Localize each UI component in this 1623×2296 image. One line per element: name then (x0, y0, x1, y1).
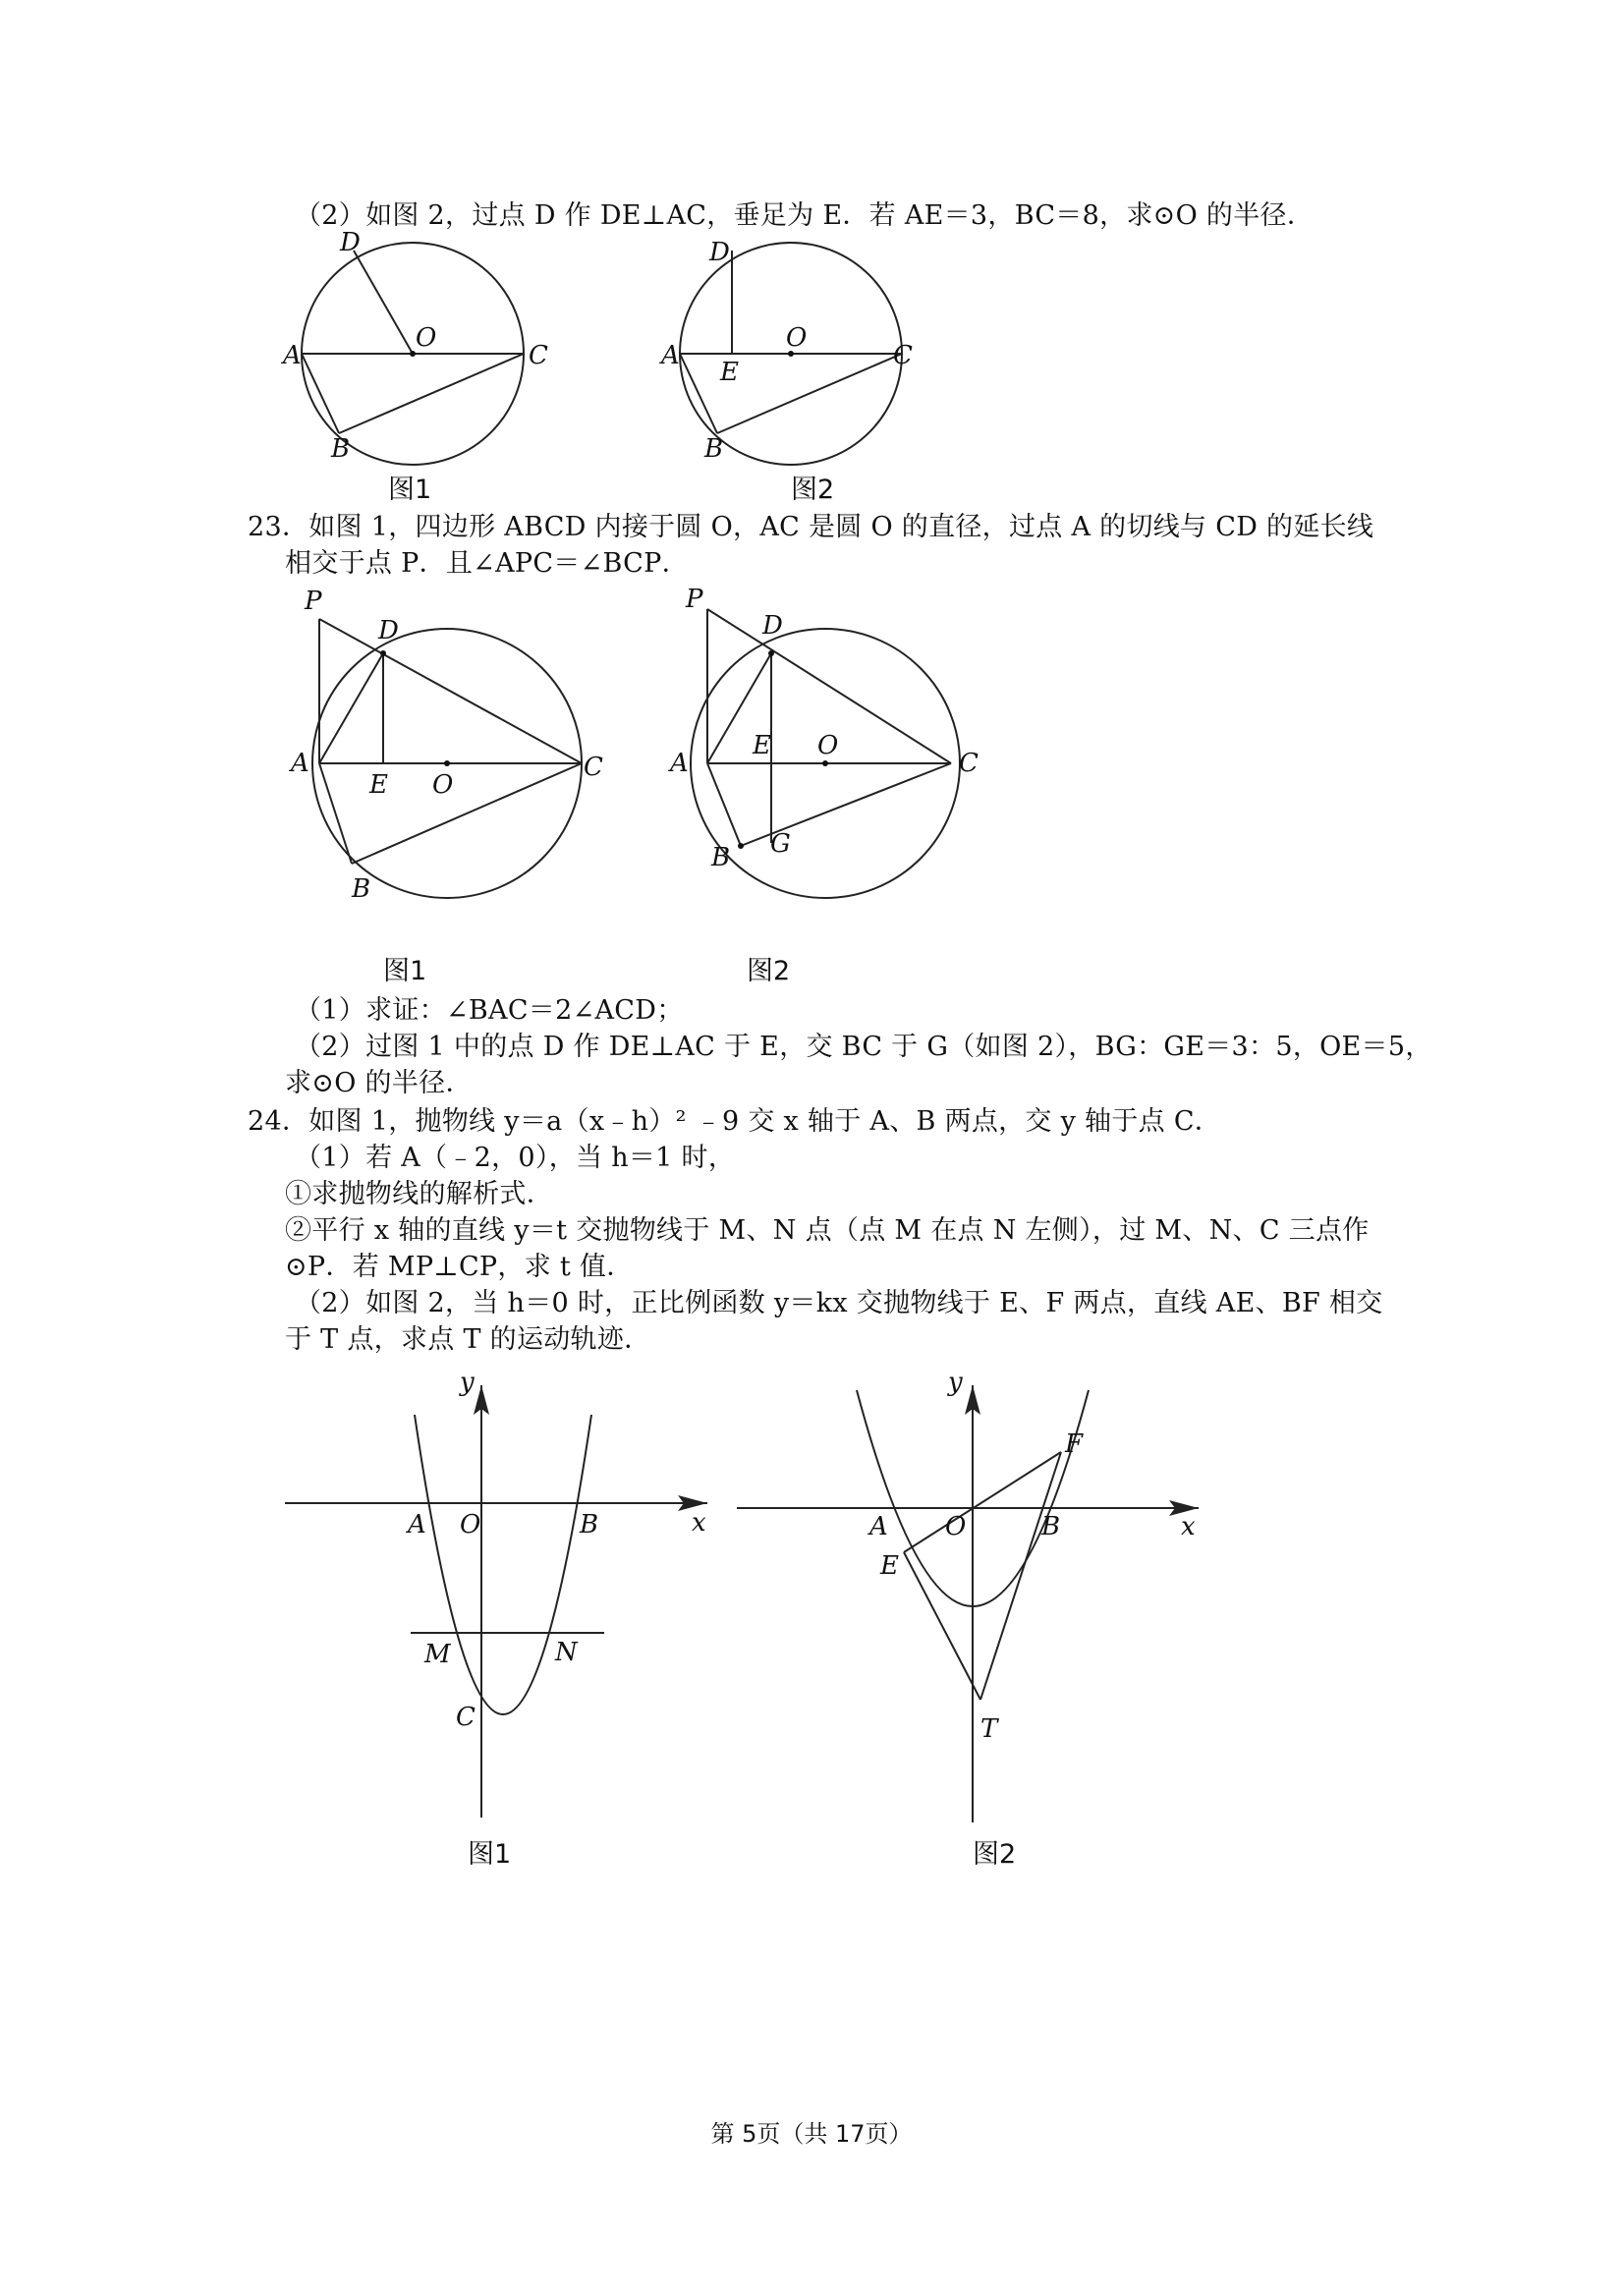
label-b: B (331, 434, 351, 464)
label-e: E (753, 731, 771, 760)
label-c: C (584, 753, 603, 782)
label-g: G (770, 829, 791, 859)
label-c: C (529, 341, 548, 370)
label-c: C (959, 749, 979, 778)
label-m: M (424, 1640, 451, 1669)
q23-part2-line-1: （2）过图 1 中的点 D 作 DE⊥AC 于 E，交 BC 于 G（如图 2），BG：GE＝3：5，OE＝5， (295, 1032, 1432, 1062)
label-y: y (460, 1368, 475, 1397)
q24-part2-line-1: （2）如图 2，当 h＝0 时，正比例函数 y＝kx 交抛物线于 E、F 两点，直线 AE、BF 相交 (295, 1288, 1383, 1318)
label-b: B (580, 1510, 599, 1540)
segment-pc (319, 619, 582, 763)
q24-figure-2 (727, 1366, 1218, 1876)
q24-sub1: ①求抛物线的解析式． (285, 1179, 553, 1209)
label-b: B (1041, 1512, 1061, 1541)
label-a: A (869, 1512, 888, 1541)
figure-caption: 图2 (791, 475, 835, 505)
q24-sub2-line-1: ②平行 x 轴的直线 y＝t 交抛物线于 M、N 点（点 M 在点 N 左侧），过 M、N、C 三点作 (285, 1215, 1370, 1246)
label-a: A (291, 749, 309, 778)
label-d: D (378, 616, 399, 645)
q23-line-1: 23．如图 1，四边形 ABCD 内接于圆 O，AC 是圆 O 的直径，过点 A 的切线与 CD 的延长线 (248, 512, 1374, 542)
label-a: A (408, 1510, 426, 1540)
label-t: T (980, 1714, 998, 1744)
segment-ab (707, 763, 741, 846)
label-b: B (711, 843, 731, 872)
label-d: D (762, 611, 783, 641)
q24-part2-line-2: 于 T 点，求点 T 的运动轨迹． (285, 1324, 651, 1355)
page-footer: 第 5页（共 17页） (710, 2120, 913, 2148)
q24-line-1: 24．如图 1，抛物线 y＝a（x﹣h）² ﹣9 交 x 轴于 A、B 两点，交 y 轴于点 C． (248, 1106, 1222, 1137)
label-x: x (1181, 1512, 1196, 1541)
label-p: P (686, 585, 703, 614)
line-bt (980, 1452, 1061, 1700)
q24-part1: （1）若 A（﹣2，0），当 h＝1 时， (295, 1143, 736, 1173)
label-o: O (460, 1510, 481, 1540)
label-e: E (720, 358, 739, 387)
figure-caption: 图1 (383, 956, 427, 986)
q24-sub2-line-2: ⊙P．若 MP⊥CP，求 t 值． (285, 1252, 634, 1282)
q23-figure-1 (285, 585, 629, 997)
label-x: x (692, 1508, 706, 1538)
label-n: N (555, 1638, 578, 1667)
label-o: O (786, 323, 808, 353)
q23-line-2: 相交于点 P．且∠APC＝∠BCP． (285, 548, 689, 579)
label-o: O (416, 323, 437, 353)
label-e: E (880, 1551, 899, 1581)
label-a: A (661, 341, 680, 370)
label-o: O (945, 1512, 967, 1541)
q22-figure-1 (275, 231, 570, 506)
label-d: D (340, 231, 361, 257)
figure-caption: 图2 (973, 1839, 1017, 1870)
label-d: D (709, 238, 730, 267)
q22-figure-2 (653, 231, 948, 506)
q24-figure-1 (275, 1366, 727, 1876)
segment-do (354, 251, 413, 354)
label-a: A (283, 341, 302, 370)
figure-caption: 图2 (747, 956, 791, 986)
label-y: y (948, 1368, 963, 1397)
line-at (904, 1552, 980, 1700)
label-o: O (432, 770, 454, 800)
label-b: B (352, 874, 371, 904)
label-a: A (670, 749, 689, 778)
q23-figure-2 (668, 585, 1012, 997)
segment-ab (302, 354, 339, 433)
segment-bc (339, 354, 524, 433)
parabola (415, 1415, 591, 1714)
segment-ab (680, 354, 717, 433)
label-f: F (1065, 1429, 1084, 1459)
figure-caption: 图1 (468, 1839, 512, 1870)
q22-part2-text: （2）如图 2，过点 D 作 DE⊥AC，垂足为 E．若 AE＝3，BC＝8，求⊙O 的半径． (295, 200, 1315, 231)
q23-part1: （1）求证：∠BAC＝2∠ACD； (295, 995, 684, 1026)
segment-ab (319, 763, 352, 864)
q23-part2-line-2: 求⊙O 的半径． (285, 1068, 473, 1098)
figure-caption: 图1 (388, 475, 432, 505)
label-b: B (704, 434, 724, 464)
label-c: C (456, 1703, 476, 1732)
label-c: C (893, 341, 913, 370)
segment-bc (717, 354, 902, 433)
label-o: O (817, 731, 839, 760)
label-e: E (369, 770, 388, 800)
label-p: P (305, 587, 322, 616)
